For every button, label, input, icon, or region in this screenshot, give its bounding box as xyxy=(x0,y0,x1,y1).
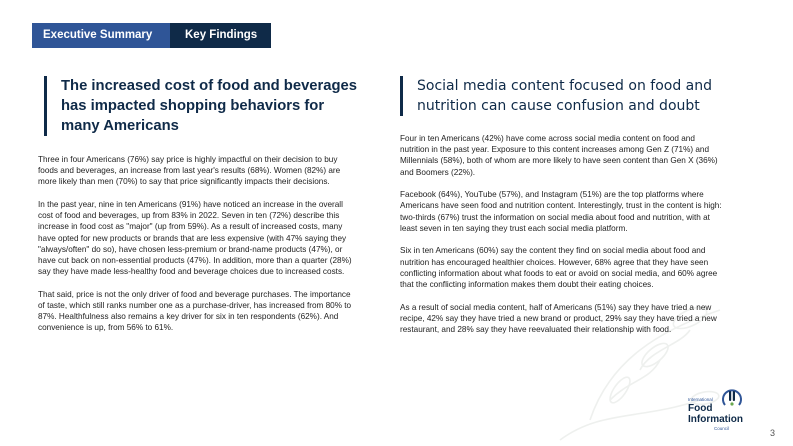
page-number: 3 xyxy=(770,428,776,438)
left-heading: The increased cost of food and beverages has impacted shopping behaviors for many Americans xyxy=(44,76,358,136)
left-column xyxy=(38,76,358,345)
left-paragraph: That said, price is not the only driver of food and beverage purchases. The importance of taste, which still ranks number one as a purchase-driver, has increased from 80% to 87%. Healthfulness also remains a key driver for six in ten respondents (62%). And convenience is up, from 56% to 61%. xyxy=(38,289,352,333)
tab-key-findings[interactable]: Key Findings xyxy=(170,23,271,48)
section-tabs xyxy=(32,23,271,48)
tab-executive-summary[interactable]: Executive Summary xyxy=(32,23,170,48)
right-paragraph: Facebook (64%), YouTube (57%), and Instagram (51%) are the top platforms where Americans have seen food and nutrition content. Interestingly, trust in the content is high: two-thirds (67%) trust the information on social media about food and nutrition, with at least seven in ten saying they trust each social media platform. xyxy=(400,190,722,233)
logo-information: Information xyxy=(688,414,743,425)
right-column xyxy=(400,76,726,347)
logo-food: Food xyxy=(688,403,713,414)
ific-logo xyxy=(686,386,750,432)
right-paragraph: As a result of social media content, half of Americans (51%) say they have tried a new recipe, 42% say they have tried a new brand or product, 29% say they have tried a new restaurant, and 28% say they have reevaluated their relationship with food. xyxy=(400,302,717,335)
right-heading: Social media content focused on food and nutrition can cause confusion and doubt xyxy=(400,76,726,116)
logo-icon xyxy=(720,386,744,410)
left-body xyxy=(38,154,358,334)
right-body xyxy=(400,133,726,335)
logo-international: International xyxy=(688,397,713,402)
left-paragraph: In the past year, nine in ten Americans (91%) have noticed an increase in the overall cost of food and beverages, up from 83% in 2022. Seven in ten (72%) describe this increase in food cost as "major" (up from 59%). As a result of increased costs, many have opted for new products or brands that are less expensive (with 47% saying they "always/often" do so), have chosen less-premium or brand-name products (47%), or have cut back on non-essential products (47%). In addition, more than a quarter (28%) say they have made less-healthy food and beverage choices due to increased costs. xyxy=(38,200,352,277)
logo-council: Council xyxy=(714,426,730,431)
right-paragraph: Six in ten Americans (60%) say the content they find on social media about food and nutrition has encouraged healthier choices. However, 68% agree that they have seen conflicting information about what foods to eat or avoid on social media, and 60% agree that the conflicting information makes them doubt their eating choices. xyxy=(400,246,718,290)
left-paragraph: Three in four Americans (76%) say price is highly impactful on their decision to buy foods and beverages, an increase from last year's results (68%). Women (82%) are more likely than men (70%) to say that price significantly impacts their decisions. xyxy=(38,155,341,187)
right-paragraph: Four in ten Americans (42%) have come across social media content on food and nutrition in the past year. Exposure to this content increases among Gen Z (71%) and Millennials (58%), both of whom are more likely to have seen content than Gen X (36%) and Boomers (22%). xyxy=(400,134,718,177)
